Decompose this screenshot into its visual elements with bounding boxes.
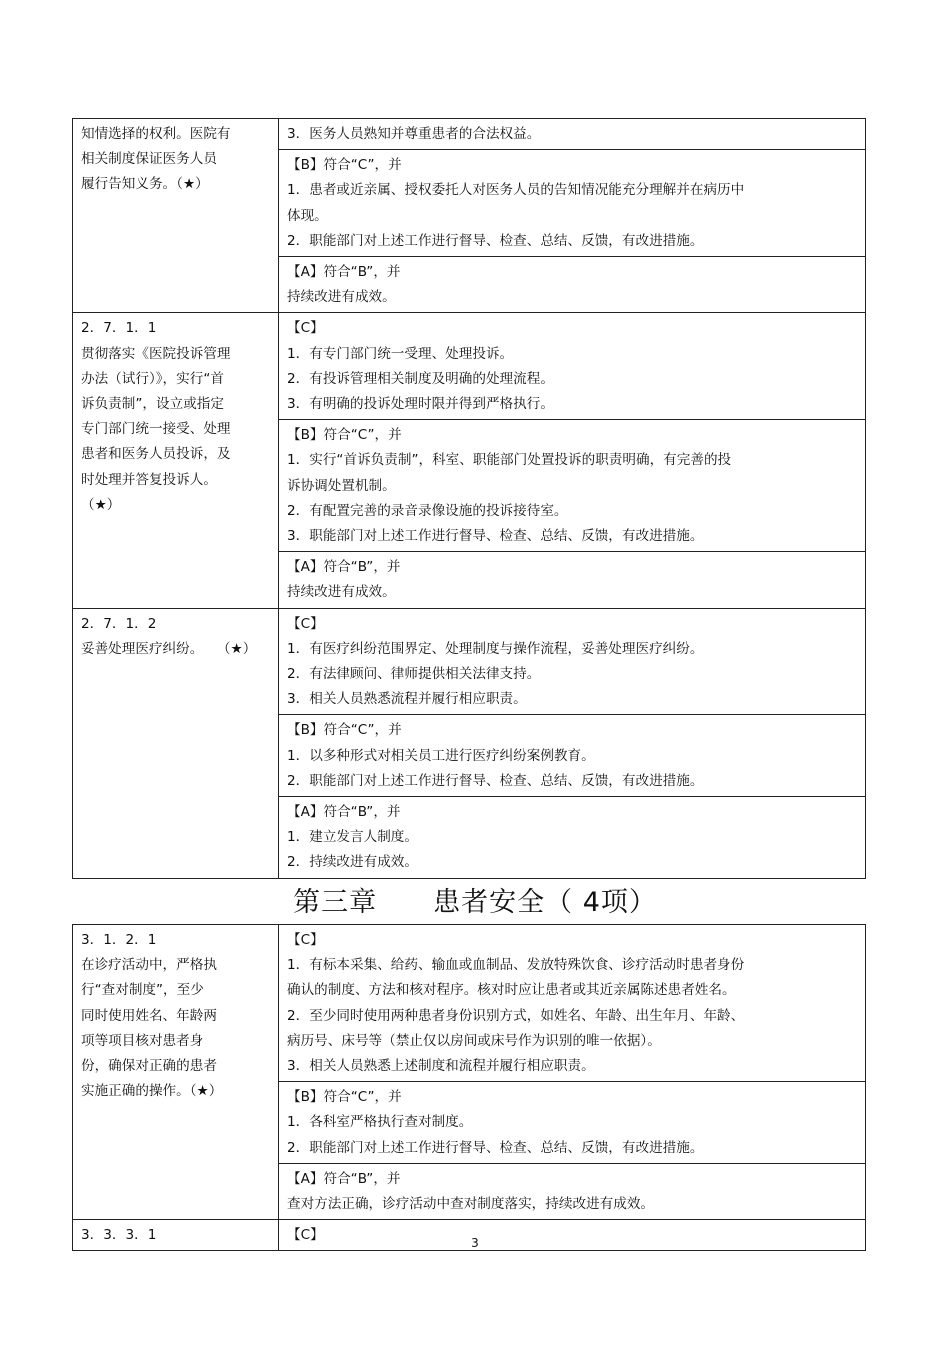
criteria-line: 【C】: [287, 320, 324, 337]
description-line: 专门部门统一接受、处理: [81, 421, 231, 438]
standards-table-2: [72, 924, 866, 1251]
criteria-line: 2．有法律顾问、律师提供相关法律支持。: [287, 666, 541, 683]
description-line: 3．3．3．1: [81, 1227, 157, 1244]
criteria-line: 【C】: [287, 615, 324, 632]
criteria-line: 【C】: [287, 932, 324, 948]
criteria-line: 2．有配置完善的录音录像设施的投诉接待室。: [287, 502, 568, 519]
table-row: [73, 608, 866, 715]
criteria-line: 【B】符合“C”，并: [287, 1089, 402, 1106]
criteria-line: 诉协调处置机制。: [287, 477, 396, 494]
description-line: 相关制度保证医务人员: [81, 151, 217, 168]
criteria-line: 体现。: [287, 207, 328, 224]
criteria-line: 【A】符合“B”，并: [287, 264, 401, 281]
description-line: 在诊疗活动中，严格执: [81, 957, 217, 974]
criteria-line: 1．实行“首诉负责制”，科室、职能部门处置投诉的职责明确，有完善的投: [287, 452, 732, 469]
item-description-cell: [73, 925, 279, 1220]
criteria-line: 2．至少同时使用两种患者身份识别方式，如姓名、年龄、出生年月、年龄、: [287, 1007, 745, 1024]
criteria-cell: [279, 150, 866, 257]
criteria-cell: [279, 925, 866, 1082]
description-line: 2．7．1．1: [81, 320, 157, 337]
criteria-cell: [279, 608, 866, 715]
criteria-line: 【B】符合“C”，并: [287, 427, 402, 444]
criteria-line: 3．有明确的投诉处理时限并得到严格执行。: [287, 396, 554, 413]
criteria-line: 确认的制度、方法和核对程序。核对时应让患者或其近亲属陈述患者姓名。: [287, 982, 736, 999]
criteria-line: 病历号、床号等（禁止仅以房间或床号作为识别的唯一依据）。: [287, 1032, 661, 1049]
description-line: 妥善处理医疗纠纷。 （★）: [81, 640, 257, 657]
item-description-cell: [73, 313, 279, 608]
chapter-title: 第三章 患者安全（ 4项）: [293, 887, 657, 918]
description-line: 项等项目核对患者身: [81, 1032, 204, 1049]
item-description-cell: [73, 119, 279, 313]
criteria-line: 3．医务人员熟知并尊重患者的合法权益。: [287, 126, 541, 142]
criteria-line: 1．患者或近亲属、授权委托人对医务人员的告知情况能充分理解并在病历中: [287, 182, 745, 199]
description-line: （★）: [81, 496, 121, 513]
criteria-line: 1．各科室严格执行查对制度。: [287, 1114, 473, 1131]
description-line: 时处理并答复投诉人。: [81, 471, 217, 488]
criteria-line: 2．职能部门对上述工作进行督导、检查、总结、反馈，有改进措施。: [287, 772, 704, 789]
table-row: [73, 925, 866, 1082]
criteria-cell: [279, 1082, 866, 1164]
criteria-line: 1．有标本采集、给药、输血或血制品、发放特殊饮食、诊疗活动时患者身份: [287, 957, 745, 974]
description-line: 知情选择的权利。医院有: [81, 126, 231, 142]
criteria-line: 【A】符合“B”，并: [287, 804, 401, 821]
criteria-line: 2．持续改进有成效。: [287, 854, 418, 871]
description-line: 行“查对制度”，至少: [81, 982, 204, 999]
criteria-line: 3．相关人员熟悉流程并履行相应职责。: [287, 691, 527, 708]
item-description-cell: [73, 608, 279, 878]
criteria-line: 【C】: [287, 1227, 324, 1244]
criteria-line: 2．职能部门对上述工作进行督导、检查、总结、反馈，有改进措施。: [287, 232, 704, 249]
description-line: 贯彻落实《医院投诉管理: [81, 345, 231, 362]
criteria-cell: [279, 313, 866, 420]
criteria-cell: [279, 420, 866, 552]
table-row: [73, 313, 866, 420]
criteria-line: 3．职能部门对上述工作进行督导、检查、总结、反馈，有改进措施。: [287, 528, 704, 545]
criteria-line: 1．以多种形式对相关员工进行医疗纠纷案例教育。: [287, 747, 595, 764]
criteria-cell: [279, 552, 866, 608]
criteria-cell: [279, 257, 866, 313]
criteria-cell: [279, 715, 866, 797]
description-line: 患者和医务人员投诉，及: [81, 446, 231, 463]
criteria-line: 【A】符合“B”，并: [287, 1170, 401, 1187]
criteria-line: 【A】符合“B”，并: [287, 559, 401, 576]
criteria-line: 2．职能部门对上述工作进行督导、检查、总结、反馈，有改进措施。: [287, 1139, 704, 1156]
description-line: 实施正确的操作。（★）: [81, 1083, 223, 1100]
criteria-line: 2．有投诉管理相关制度及明确的处理流程。: [287, 370, 554, 387]
page-number: 3: [471, 1236, 479, 1250]
criteria-line: 1．有医疗纠纷范围界定、处理制度与操作流程，妥善处理医疗纠纷。: [287, 640, 704, 657]
description-line: 3．1．2．1: [81, 932, 157, 948]
criteria-line: 持续改进有成效。: [287, 584, 396, 601]
table-row: [73, 119, 866, 150]
description-line: 办法（试行）》，实行“首: [81, 370, 224, 387]
criteria-line: 1．建立发言人制度。: [287, 829, 418, 846]
standards-table-1: [72, 118, 866, 879]
criteria-line: 持续改进有成效。: [287, 289, 396, 306]
criteria-line: 1．有专门部门统一受理、处理投诉。: [287, 345, 514, 362]
criteria-cell: [279, 119, 866, 150]
description-line: 份，确保对正确的患者: [81, 1058, 217, 1075]
criteria-line: 3．相关人员熟悉上述制度和流程并履行相应职责。: [287, 1058, 595, 1075]
criteria-line: 【B】符合“C”，并: [287, 157, 402, 174]
criteria-cell: [279, 1163, 866, 1219]
criteria-line: 查对方法正确，诊疗活动中查对制度落实，持续改进有成效。: [287, 1196, 655, 1213]
criteria-cell: [279, 797, 866, 879]
criteria-line: 【B】符合“C”，并: [287, 722, 402, 739]
description-line: 2．7．1．2: [81, 615, 157, 632]
description-line: 诉负责制”，设立或指定: [81, 396, 224, 413]
description-line: 履行告知义务。（★）: [81, 176, 209, 193]
description-line: 同时使用姓名、年龄两: [81, 1007, 217, 1024]
